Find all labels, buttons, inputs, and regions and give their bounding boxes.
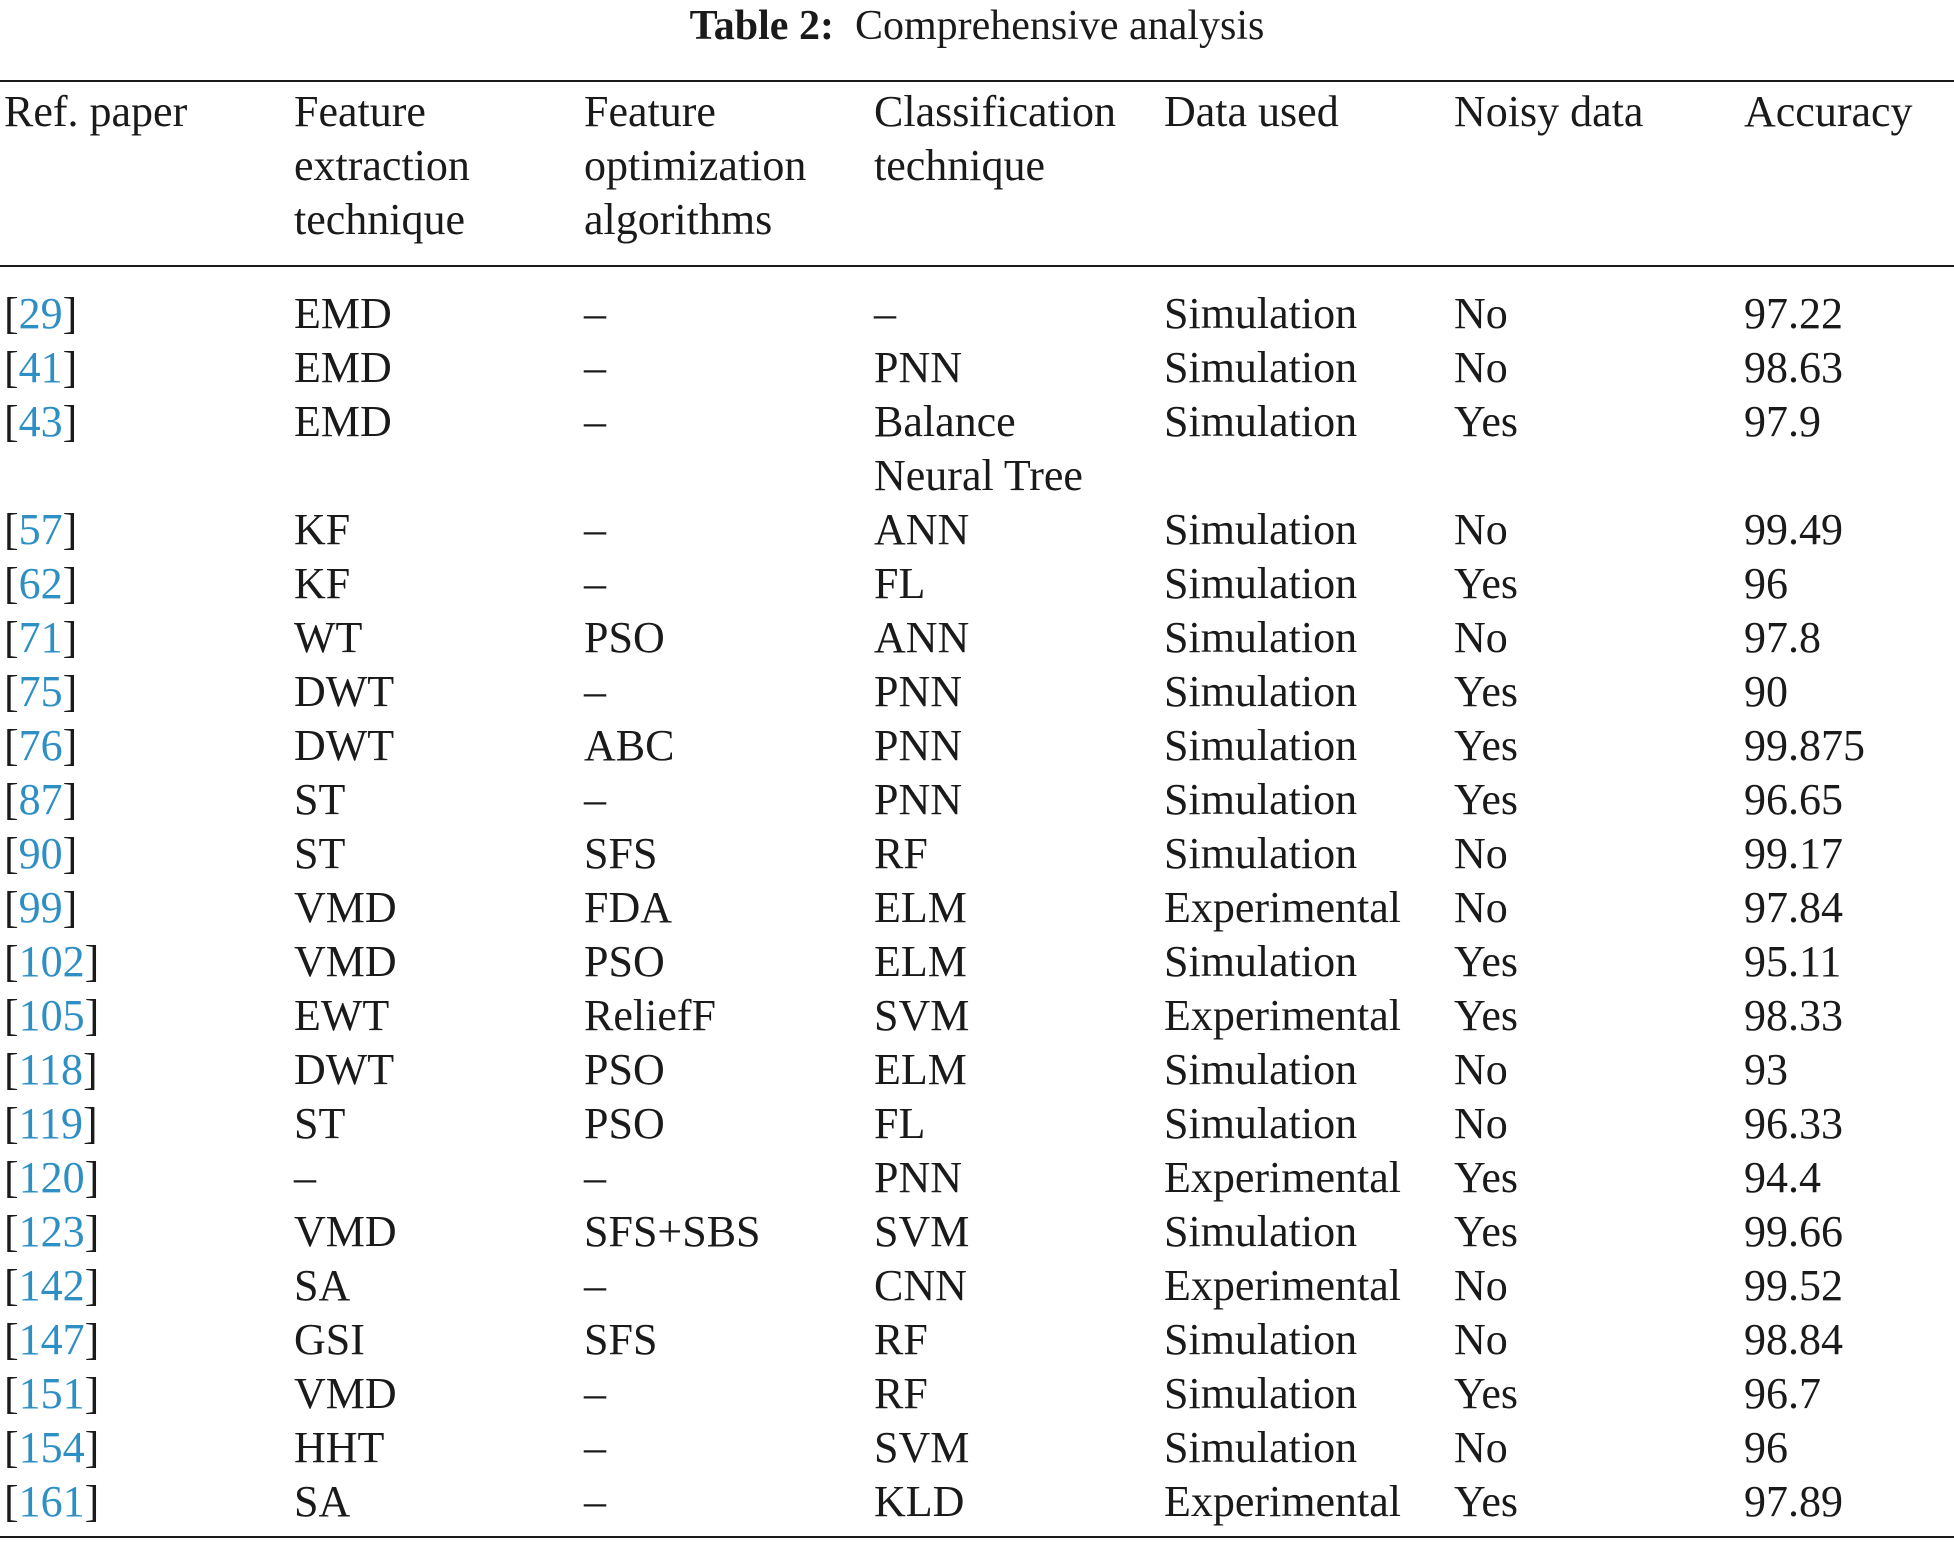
table-row	[0, 881, 1954, 935]
reference-link[interactable]: 75	[18, 667, 63, 716]
accuracy-cell: 99.875	[1744, 721, 1865, 770]
feature-optimization-cell: –	[584, 343, 606, 392]
ref-cell: [43]	[4, 397, 78, 446]
column-header-line: extraction	[294, 141, 470, 190]
comprehensive-analysis-table	[0, 82, 1954, 1529]
ref-cell: [57]	[4, 505, 78, 554]
table-row	[0, 1313, 1954, 1367]
classification-line: Balance	[874, 397, 1016, 446]
reference-link[interactable]: 147	[18, 1315, 85, 1364]
classification-cell	[870, 989, 1160, 1043]
feature-extraction-cell: DWT	[294, 1045, 395, 1094]
data-used-cell: Simulation	[1164, 721, 1358, 770]
feature-extraction-cell: DWT	[294, 721, 395, 770]
classification-cell	[870, 665, 1160, 719]
data-used-cell: Simulation	[1164, 1207, 1358, 1256]
feature-optimization-cell: –	[584, 559, 606, 608]
table-row	[0, 1421, 1954, 1475]
accuracy-cell: 96	[1744, 559, 1788, 608]
noisy-data-cell: No	[1454, 505, 1508, 554]
ref-cell: [76]	[4, 721, 78, 770]
classification-cell	[870, 1421, 1160, 1475]
data-used-cell: Experimental	[1164, 1477, 1402, 1526]
accuracy-cell: 93	[1744, 1045, 1788, 1094]
noisy-data-cell: No	[1454, 1261, 1508, 1310]
ref-cell: [123]	[4, 1207, 100, 1256]
accuracy-cell: 97.8	[1744, 613, 1821, 662]
column-header-ref-paper	[0, 82, 290, 265]
reference-link[interactable]: 76	[18, 721, 63, 770]
feature-optimization-cell: SFS+SBS	[584, 1207, 761, 1256]
accuracy-cell: 99.49	[1744, 505, 1843, 554]
data-used-cell: Simulation	[1164, 829, 1358, 878]
table-row	[0, 395, 1954, 503]
table-caption-title: Comprehensive analysis	[854, 3, 1265, 49]
noisy-data-cell: Yes	[1454, 721, 1519, 770]
column-header-feature-optimization	[580, 82, 870, 265]
data-used-cell: Experimental	[1164, 883, 1402, 932]
column-header-classification-technique	[870, 82, 1160, 265]
reference-link[interactable]: 154	[18, 1423, 85, 1472]
classification-cell	[870, 881, 1160, 935]
classification-line: CNN	[874, 1261, 967, 1310]
classification-cell	[870, 1151, 1160, 1205]
classification-line: SVM	[874, 991, 970, 1040]
ref-cell: [75]	[4, 667, 78, 716]
table-row	[0, 1043, 1954, 1097]
feature-optimization-cell: PSO	[584, 937, 665, 986]
feature-extraction-cell: KF	[294, 559, 351, 608]
feature-optimization-cell: –	[584, 289, 606, 338]
classification-cell	[870, 341, 1160, 395]
header-row	[0, 82, 1954, 265]
ref-cell: [90]	[4, 829, 78, 878]
classification-line: –	[874, 289, 896, 338]
noisy-data-cell: Yes	[1454, 991, 1519, 1040]
table-row	[0, 935, 1954, 989]
feature-extraction-cell: ST	[294, 1099, 346, 1148]
feature-extraction-cell: GSI	[294, 1315, 365, 1364]
ref-cell: [147]	[4, 1315, 100, 1364]
feature-extraction-cell: ST	[294, 775, 346, 824]
table-row	[0, 1259, 1954, 1313]
classification-cell	[870, 265, 1160, 341]
reference-link[interactable]: 105	[18, 991, 85, 1040]
column-header-line: optimization	[584, 141, 807, 190]
reference-link[interactable]: 119	[18, 1099, 84, 1148]
classification-cell	[870, 611, 1160, 665]
data-used-cell: Simulation	[1164, 1369, 1358, 1418]
noisy-data-cell: Yes	[1454, 1207, 1519, 1256]
classification-cell	[870, 1043, 1160, 1097]
feature-extraction-cell: VMD	[294, 883, 397, 932]
table-row	[0, 665, 1954, 719]
classification-line: ANN	[874, 505, 970, 554]
accuracy-cell: 99.52	[1744, 1261, 1843, 1310]
reference-link[interactable]: 29	[18, 289, 63, 338]
classification-line: FL	[874, 559, 926, 608]
classification-line: ELM	[874, 883, 967, 932]
feature-optimization-cell: –	[584, 1261, 606, 1310]
feature-extraction-cell: ST	[294, 829, 346, 878]
noisy-data-cell: Yes	[1454, 775, 1519, 824]
classification-line: PNN	[874, 1153, 963, 1202]
column-header-line: technique	[874, 141, 1046, 190]
noisy-data-cell: Yes	[1454, 397, 1519, 446]
feature-extraction-cell: SA	[294, 1261, 351, 1310]
feature-extraction-cell: VMD	[294, 1369, 397, 1418]
ref-cell: [41]	[4, 343, 78, 392]
column-header-line: Data used	[1164, 87, 1339, 136]
feature-extraction-cell: WT	[294, 613, 363, 662]
noisy-data-cell: No	[1454, 1315, 1508, 1364]
classification-line: ELM	[874, 937, 967, 986]
reference-link[interactable]: 57	[18, 505, 63, 554]
data-used-cell: Simulation	[1164, 775, 1358, 824]
classification-line: RF	[874, 1315, 928, 1364]
ref-cell: [62]	[4, 559, 78, 608]
column-header-feature-extraction	[290, 82, 580, 265]
classification-line: RF	[874, 1369, 928, 1418]
data-used-cell: Simulation	[1164, 937, 1358, 986]
table-row	[0, 611, 1954, 665]
noisy-data-cell: No	[1454, 829, 1508, 878]
classification-cell	[870, 827, 1160, 881]
feature-extraction-cell: –	[294, 1153, 316, 1202]
data-used-cell: Simulation	[1164, 613, 1358, 662]
noisy-data-cell: No	[1454, 1423, 1508, 1472]
reference-link[interactable]: 99	[18, 883, 63, 932]
table-row	[0, 341, 1954, 395]
column-header-line: algorithms	[584, 195, 773, 244]
feature-extraction-cell: KF	[294, 505, 351, 554]
ref-cell: [99]	[4, 883, 78, 932]
reference-link[interactable]: 62	[18, 559, 63, 608]
data-used-cell: Simulation	[1164, 505, 1358, 554]
noisy-data-cell: Yes	[1454, 667, 1519, 716]
table-row	[0, 1097, 1954, 1151]
data-used-cell: Experimental	[1164, 1153, 1402, 1202]
noisy-data-cell: Yes	[1454, 559, 1519, 608]
reference-link[interactable]: 120	[18, 1153, 85, 1202]
reference-link[interactable]: 41	[18, 343, 63, 392]
data-used-cell: Simulation	[1164, 1423, 1358, 1472]
data-used-cell: Simulation	[1164, 1045, 1358, 1094]
feature-optimization-cell: FDA	[584, 883, 673, 932]
feature-optimization-cell: –	[584, 1153, 606, 1202]
noisy-data-cell: No	[1454, 1045, 1508, 1094]
classification-cell	[870, 719, 1160, 773]
classification-cell	[870, 395, 1160, 503]
accuracy-cell: 98.84	[1744, 1315, 1843, 1364]
classification-line: PNN	[874, 721, 963, 770]
accuracy-cell: 99.17	[1744, 829, 1843, 878]
feature-optimization-cell: PSO	[584, 1099, 665, 1148]
classification-line: SVM	[874, 1207, 970, 1256]
noisy-data-cell: No	[1454, 883, 1508, 932]
ref-cell: [161]	[4, 1477, 100, 1526]
column-header-line: technique	[294, 195, 466, 244]
feature-optimization-cell: –	[584, 1423, 606, 1472]
noisy-data-cell: No	[1454, 613, 1508, 662]
noisy-data-cell: Yes	[1454, 1369, 1519, 1418]
data-used-cell: Simulation	[1164, 343, 1358, 392]
table-bottom-rule	[0, 1536, 1954, 1538]
feature-extraction-cell: HHT	[294, 1423, 385, 1472]
table-row	[0, 1205, 1954, 1259]
table-row	[0, 773, 1954, 827]
feature-optimization-cell: SFS	[584, 829, 658, 878]
noisy-data-cell: No	[1454, 289, 1508, 338]
reference-link[interactable]: 142	[18, 1261, 85, 1310]
feature-optimization-cell: ABC	[584, 721, 675, 770]
reference-link[interactable]: 71	[18, 613, 63, 662]
table-row	[0, 719, 1954, 773]
classification-cell	[870, 1205, 1160, 1259]
feature-optimization-cell: –	[584, 1369, 606, 1418]
feature-optimization-cell: ReliefF	[584, 991, 716, 1040]
table-caption-label: Table 2:	[689, 3, 834, 49]
feature-extraction-cell: VMD	[294, 1207, 397, 1256]
table-row	[0, 1367, 1954, 1421]
classification-line: ANN	[874, 613, 970, 662]
column-header-line: Ref. paper	[4, 87, 188, 136]
accuracy-cell: 96.7	[1744, 1369, 1821, 1418]
table-row	[0, 503, 1954, 557]
feature-optimization-cell: –	[584, 397, 606, 446]
column-header-line: Noisy data	[1454, 87, 1644, 136]
data-used-cell: Simulation	[1164, 559, 1358, 608]
feature-optimization-cell: –	[584, 667, 606, 716]
classification-cell	[870, 1313, 1160, 1367]
classification-line: RF	[874, 829, 928, 878]
ref-cell: [102]	[4, 937, 100, 986]
reference-link[interactable]: 161	[18, 1477, 85, 1526]
ref-cell: [151]	[4, 1369, 100, 1418]
reference-link[interactable]: 87	[18, 775, 63, 824]
table-row	[0, 989, 1954, 1043]
accuracy-cell: 96.65	[1744, 775, 1843, 824]
noisy-data-cell: Yes	[1454, 1477, 1519, 1526]
table-row	[0, 265, 1954, 341]
feature-optimization-cell: –	[584, 1477, 606, 1526]
accuracy-cell: 99.66	[1744, 1207, 1843, 1256]
table-row	[0, 827, 1954, 881]
noisy-data-cell: No	[1454, 343, 1508, 392]
column-header-line: Feature	[584, 87, 716, 136]
feature-optimization-cell: –	[584, 505, 606, 554]
reference-link[interactable]: 118	[18, 1045, 84, 1094]
classification-cell	[870, 773, 1160, 827]
classification-line: PNN	[874, 667, 963, 716]
feature-optimization-cell: PSO	[584, 613, 665, 662]
classification-line: ELM	[874, 1045, 967, 1094]
accuracy-cell: 97.89	[1744, 1477, 1843, 1526]
classification-line: PNN	[874, 775, 963, 824]
ref-cell: [142]	[4, 1261, 100, 1310]
accuracy-cell: 96	[1744, 1423, 1788, 1472]
column-header-accuracy	[1740, 82, 1954, 265]
noisy-data-cell: Yes	[1454, 1153, 1519, 1202]
ref-cell: [154]	[4, 1423, 100, 1472]
table-caption	[0, 2, 1954, 50]
data-used-cell: Experimental	[1164, 991, 1402, 1040]
classification-cell	[870, 1475, 1160, 1529]
ref-cell: [87]	[4, 775, 78, 824]
accuracy-cell: 97.84	[1744, 883, 1843, 932]
ref-cell: [119]	[4, 1099, 98, 1148]
feature-extraction-cell: EMD	[294, 397, 392, 446]
noisy-data-cell: No	[1454, 1099, 1508, 1148]
table-row	[0, 1475, 1954, 1529]
table-row	[0, 557, 1954, 611]
table-header	[0, 82, 1954, 265]
classification-cell	[870, 1259, 1160, 1313]
ref-cell: [71]	[4, 613, 78, 662]
classification-cell	[870, 503, 1160, 557]
accuracy-cell: 98.33	[1744, 991, 1843, 1040]
column-header-line: Feature	[294, 87, 426, 136]
ref-cell: [105]	[4, 991, 100, 1040]
classification-line: Neural Tree	[874, 451, 1083, 500]
accuracy-cell: 90	[1744, 667, 1788, 716]
feature-extraction-cell: VMD	[294, 937, 397, 986]
accuracy-cell: 98.63	[1744, 343, 1843, 392]
column-header-noisy-data	[1450, 82, 1740, 265]
ref-cell: [120]	[4, 1153, 100, 1202]
data-used-cell: Simulation	[1164, 1099, 1358, 1148]
data-used-cell: Simulation	[1164, 397, 1358, 446]
feature-extraction-cell: EMD	[294, 343, 392, 392]
feature-extraction-cell: EMD	[294, 289, 392, 338]
classification-cell	[870, 935, 1160, 989]
reference-link[interactable]: 90	[18, 829, 63, 878]
ref-cell: [118]	[4, 1045, 98, 1094]
classification-line: SVM	[874, 1423, 970, 1472]
feature-optimization-cell: SFS	[584, 1315, 658, 1364]
table-row	[0, 1151, 1954, 1205]
reference-link[interactable]: 151	[18, 1369, 85, 1418]
feature-extraction-cell: DWT	[294, 667, 395, 716]
data-used-cell: Experimental	[1164, 1261, 1402, 1310]
classification-cell	[870, 1097, 1160, 1151]
column-header-line: Accuracy	[1744, 87, 1913, 136]
accuracy-cell: 96.33	[1744, 1099, 1843, 1148]
ref-cell: [29]	[4, 289, 78, 338]
classification-cell	[870, 557, 1160, 611]
column-header-data-used	[1160, 82, 1450, 265]
classification-line: FL	[874, 1099, 926, 1148]
accuracy-cell: 95.11	[1744, 937, 1842, 986]
table-body	[0, 265, 1954, 1529]
feature-extraction-cell: EWT	[294, 991, 390, 1040]
data-used-cell: Simulation	[1164, 1315, 1358, 1364]
reference-link[interactable]: 43	[18, 397, 63, 446]
feature-optimization-cell: PSO	[584, 1045, 665, 1094]
data-used-cell: Simulation	[1164, 289, 1358, 338]
classification-cell	[870, 1367, 1160, 1421]
noisy-data-cell: Yes	[1454, 937, 1519, 986]
accuracy-cell: 97.22	[1744, 289, 1843, 338]
classification-line: KLD	[874, 1477, 965, 1526]
feature-extraction-cell: SA	[294, 1477, 351, 1526]
feature-optimization-cell: –	[584, 775, 606, 824]
reference-link[interactable]: 102	[18, 937, 85, 986]
classification-line: PNN	[874, 343, 963, 392]
reference-link[interactable]: 123	[18, 1207, 85, 1256]
accuracy-cell: 97.9	[1744, 397, 1821, 446]
accuracy-cell: 94.4	[1744, 1153, 1821, 1202]
column-header-line: Classification	[874, 87, 1116, 136]
data-used-cell: Simulation	[1164, 667, 1358, 716]
